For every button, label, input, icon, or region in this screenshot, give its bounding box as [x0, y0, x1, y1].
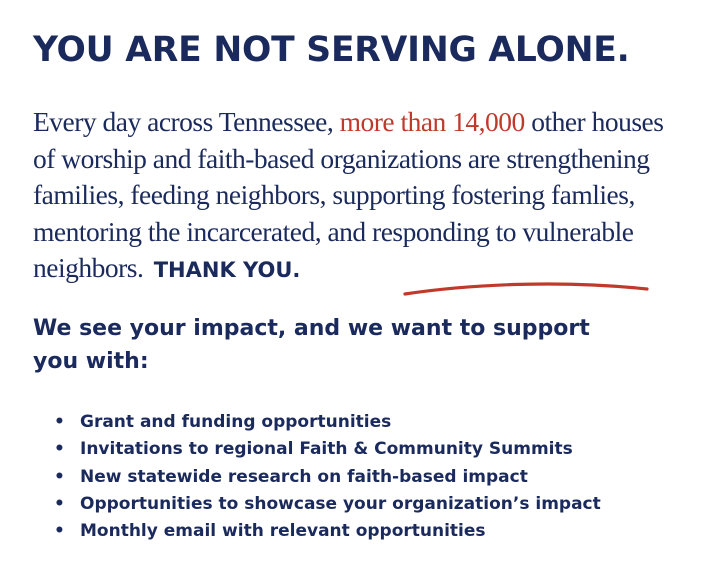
list-item-text: Grant and funding opportunities	[80, 412, 392, 432]
list-item	[33, 409, 601, 436]
bullet-dot: •	[54, 466, 65, 487]
list-item	[33, 436, 601, 463]
intro-paragraph	[33, 104, 673, 289]
thank-you-text: THANK YOU.	[153, 258, 301, 282]
list-item-text: Invitations to regional Faith & Community Summits	[80, 439, 573, 460]
intro-lead-text: Every day across Tennessee,	[33, 106, 340, 137]
list-item	[33, 464, 601, 491]
bullet-dot: •	[54, 412, 65, 432]
list-item-text: Opportunities to showcase your organization’s impact	[80, 493, 601, 514]
list-item	[33, 491, 601, 518]
intro-rest-text: other houses of worship and faith-based organizations are strengthening families, feeding neighbors, supporting fostering famlies, mentoring the incarcerated, and responding to vulnerable neighbors.	[33, 106, 664, 283]
support-subhead: We see your impact, and we want to support you with:	[33, 316, 590, 374]
bullet-dot: •	[54, 439, 65, 460]
bullet-dot: •	[54, 521, 65, 542]
list-item-text: New statewide research on faith-based impact	[80, 466, 528, 487]
bullet-dot: •	[54, 493, 65, 514]
support-list	[33, 409, 601, 545]
list-item	[33, 518, 601, 545]
headline: YOU ARE NOT SERVING ALONE.	[33, 30, 630, 70]
list-item-text: Monthly email with relevant opportunities	[80, 521, 486, 542]
highlight-count-text: more than 14,000	[339, 106, 525, 137]
red-underline-swoosh	[402, 278, 652, 300]
